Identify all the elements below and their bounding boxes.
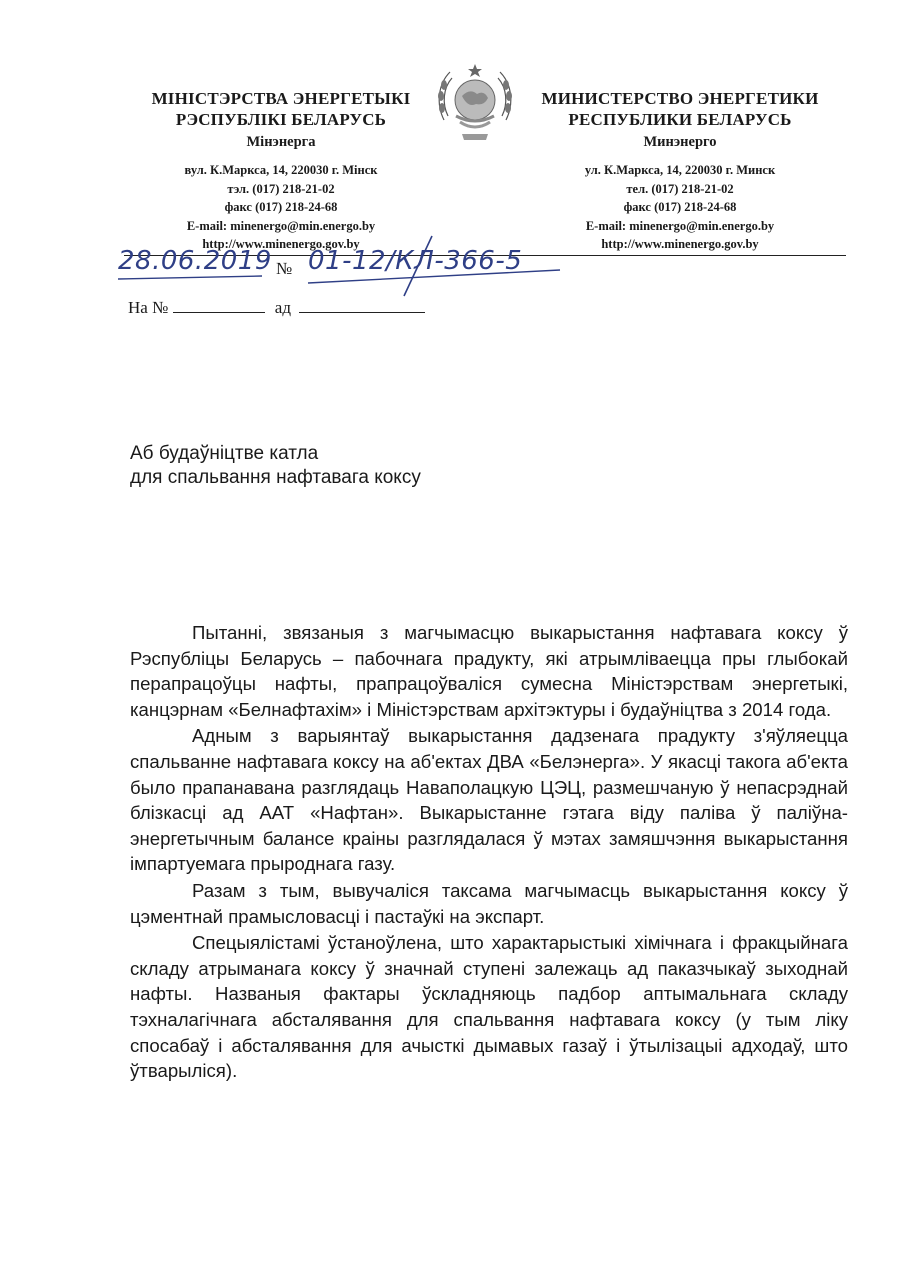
letter-body <box>130 620 848 1085</box>
letterhead-right <box>530 88 830 254</box>
ministry-name-line2-ru: РЕСПУБЛИКИ БЕЛАРУСЬ <box>568 110 792 129</box>
body-paragraph: Адным з варыянтаў выкарыстання дадзенага прадукту з'яўляецца спальванне нафтавага коксу на аб'ектах ДВА «Белэнерга». У якасці такога аб'екта было прапанавана разглядаць Наваполацкую ЦЭЦ, размешчаную ў непасрэднай блізкасці ад ААТ «Нафтан». Выкарыстанне гэтага віду паліва ў паліўна-энергетычным балансе краіны разглядалася ў мэтах замяшчэння выкарыстання імпартуемага прыроднага газу. <box>130 725 848 875</box>
ministry-name-line1-ru: МИНИСТЕРСТВО ЭНЕРГЕТИКИ <box>541 89 819 108</box>
state-emblem-icon <box>432 60 518 146</box>
body-paragraph: Разам з тым, вывучаліся таксама магчымасць выкарыстання коксу ў цэментнай прамысловасці і пастаўкі на экспарт. <box>130 879 848 927</box>
registration-date: 28.06.2019 <box>118 246 272 276</box>
fax-ru: факс (017) 218-24-68 <box>623 200 737 214</box>
phone-ru: тел. (017) 218-21-02 <box>626 181 734 196</box>
body-paragraph: Пытанні, звязаныя з магчымасцю выкарыстання нафтавага коксу ў Рэспубліцы Беларусь – пабочнага прадукту, які атрымліваецца пры глыбокай перапрацоўцы нафты, прапрацоўваліся сумесна Міністэрствам энергетыкі, канцэрнам «Белнафтахім» і Міністэрствам архітэктуры і будаўніцтва з 2014 года. <box>130 622 848 720</box>
reference-number-blank <box>173 298 265 313</box>
email: E-mail: minenergo@min.energo.by <box>186 218 376 233</box>
phone: тэл. (017) 218-21-02 <box>227 181 335 196</box>
reference-line <box>128 298 425 318</box>
ministry-name-line2: РЭСПУБЛІКІ БЕЛАРУСЬ <box>175 110 387 129</box>
registration-number: 01-12/КЛ-366-5 <box>308 246 523 276</box>
reference-date-blank <box>299 298 425 313</box>
ministry-short-name-ru: Минэнерго <box>643 134 717 150</box>
address-ru: ул. К.Маркса, 14, 220030 г. Минск <box>584 163 776 177</box>
contact-block-ru <box>530 161 830 254</box>
body-paragraph: Спецыялістамі ўстаноўлена, што характарыстыкі хімічнага і фракцыйнага складу атрыманага коксу ў значнай ступені залежаць ад паказчыкаў зыходнай нафты. Названыя фактары ўскладняюць падбор аптымальнага складу тэхналагічнага абсталявання для спальвання нафтавага коксу (у тым ліку спосабаў і абсталявання для ачысткі дымавых газаў і ўтылізацыі адходаў, што ўтварыліся). <box>130 932 848 1082</box>
website: http://www.minenergo.gov.by <box>202 237 360 251</box>
reference-prefix: На № <box>128 298 169 317</box>
subject-line2: для спальвання нафтавага коксу <box>130 467 421 488</box>
letterhead-left <box>136 88 426 254</box>
address: вул. К.Маркса, 14, 220030 г. Мінск <box>184 163 378 177</box>
registration-number-sign: № <box>276 259 293 278</box>
email-ru: E-mail: minenergo@min.energo.by <box>585 218 775 233</box>
contact-block <box>136 161 426 254</box>
subject-line1: Аб будаўніцтве катла <box>130 443 319 464</box>
reference-middle: ад <box>274 298 291 317</box>
website-ru: http://www.minenergo.gov.by <box>601 237 759 251</box>
letter-subject <box>130 442 650 490</box>
ministry-name-line1: МІНІСТЭРСТВА ЭНЕРГЕТЫКІ <box>151 89 411 108</box>
ministry-short-name: Мінэнерга <box>246 134 316 150</box>
fax: факс (017) 218-24-68 <box>224 200 338 214</box>
